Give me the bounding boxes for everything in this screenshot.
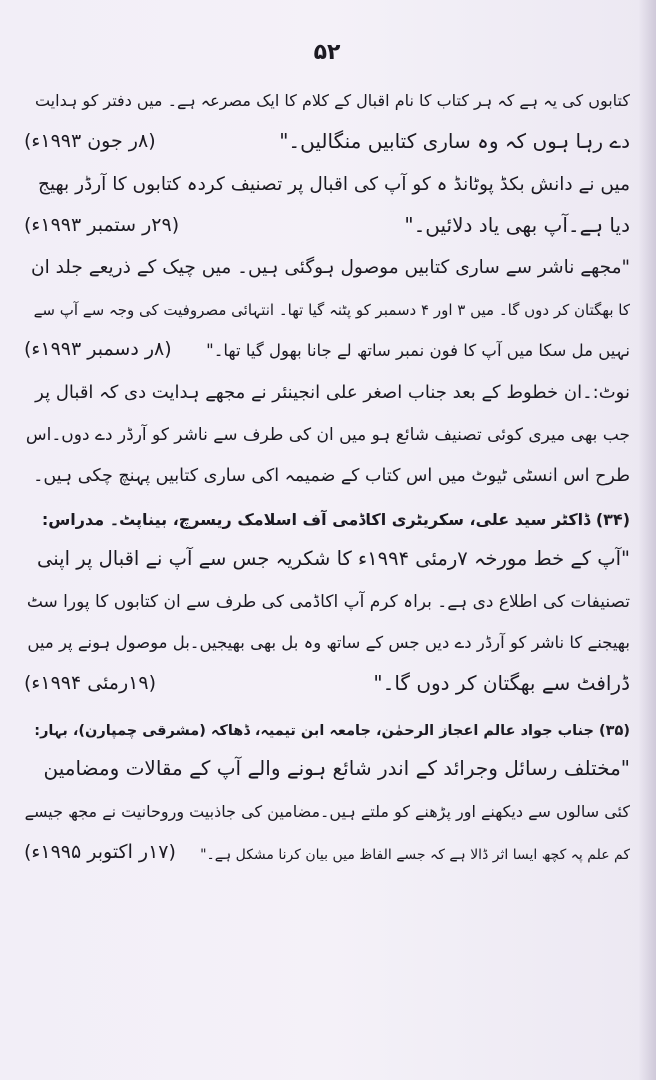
line-text: دے رہا ہوں کہ وہ ساری کتابیں منگالیں۔" (279, 129, 630, 153)
text-line (24, 124, 630, 158)
text-line (24, 835, 630, 869)
line-text: "مختلف رسائل وجرائد کے اندر شائع ہونے والے آپ کے مقالات ومضامین (43, 756, 630, 780)
line-text: "مجھے ناشر سے ساری کتابیں موصول ہوگئی ہیں۔ میں چیک کے ذریعے جلد ان (30, 257, 630, 278)
text-line (24, 793, 630, 827)
text-line (24, 666, 630, 700)
section-heading (24, 711, 630, 745)
page-number: ۵۲ (313, 40, 341, 65)
text-line (24, 374, 630, 408)
line-text: کم علم پہ کچھ ایسا اثر ڈالا ہے کہ جسے الفاظ میں بیان کرنا مشکل ہے۔" (200, 847, 630, 863)
line-text: "آپ کے خط مورخہ ۷رمئی ۱۹۹۴ء کا شکریہ جس سے آپ نے اقبال پر اپنی (37, 547, 630, 570)
letter-date: (۸ر جون ۱۹۹۳ء) (24, 130, 156, 152)
line-text: میں نے دانش بکڈ پوٹانڈ ہ کو آپ کی اقبال پر تصنیف کردہ کتابوں کا آرڈر بھیج (38, 174, 630, 195)
line-text: نوٹ:۔ان خطوط کے بعد جناب اصغر علی انجینئر نے مجھے ہدایت دی کہ اقبال پر (35, 382, 630, 403)
text-line (24, 332, 630, 366)
line-text: بھیجنے کا ناشر کو آرڈر دے دیں جس کے ساتھ وہ بل بھی بھیجیں۔بل موصول ہونے پر میں (27, 633, 630, 652)
text-line (24, 291, 630, 325)
page-binding-shadow (638, 0, 656, 1080)
line-text: کتابوں کی یہ ہے کہ ہر کتاب کا نام اقبال کے کلام کا ایک مصرعہ ہے۔ میں دفتر کو ہدایت (34, 91, 630, 110)
text-line (24, 583, 630, 617)
line-text: کا بھگتان کر دوں گا۔ میں ۳ اور ۴ دسمبر کو پٹنہ گیا تھا۔ انتہائی مصروفیت کی وجہ سے آپ سے (33, 301, 630, 319)
line-text: دیا ہے۔آپ بھی یاد دلائیں۔" (404, 213, 630, 237)
text-line (24, 82, 630, 116)
text-line (24, 624, 630, 658)
line-text: نہیں مل سکا میں آپ کا فون نمبر ساتھ لے جانا بھول گیا تھا۔" (206, 341, 630, 360)
letter-date: (۱۹رمئی ۱۹۹۴ء) (24, 672, 156, 694)
letter-date: (۱۷ر اکتوبر ۱۹۹۵ء) (24, 841, 176, 863)
line-text: جب بھی میری کوئی تصنیف شائع ہو میں ان کی طرف سے ناشر کو آرڈر دے دوں۔اس (25, 425, 630, 445)
text-line (24, 416, 630, 450)
text-line (24, 751, 630, 785)
line-text: (۳۴) ڈاکٹر سید علی، سکریٹری اکاڈمی آف اسلامک ریسرچ، بیناپٹ۔ مدراس: (41, 510, 630, 529)
section-heading (24, 501, 630, 535)
line-text: (۳۵) جناب جواد عالم اعجاز الرحمٰن، جامعہ ابن تیمیہ، ڈھاکہ (مشرقی چمپارن)، بہار: (34, 723, 630, 739)
line-text: تصنیفات کی اطلاع دی ہے۔ براہ کرم آپ اکاڈمی کی طرف سے ان کتابوں کا پورا سٹ (26, 592, 630, 612)
text-line (24, 166, 630, 200)
text-line (24, 249, 630, 283)
text-line (24, 541, 630, 575)
letter-date: (۲۹ر ستمبر ۱۹۹۳ء) (24, 214, 180, 236)
line-text: کئی سالوں سے دیکھنے اور پڑھنے کو ملتے ہیں۔مضامین کی جاذبیت وروحانیت نے مجھ جیسے (24, 802, 630, 821)
line-text: ڈرافٹ سے بھگتان کر دوں گا۔" (373, 671, 630, 695)
text-line (24, 457, 630, 491)
letter-date: (۸ر دسمبر ۱۹۹۳ء) (24, 338, 172, 360)
line-text: طرح اس انسٹی ٹیوٹ میں اس کتاب کے ضمیمہ اکی ساری کتابیں پہنچ چکی ہیں۔ (33, 466, 630, 486)
text-line (24, 208, 630, 242)
